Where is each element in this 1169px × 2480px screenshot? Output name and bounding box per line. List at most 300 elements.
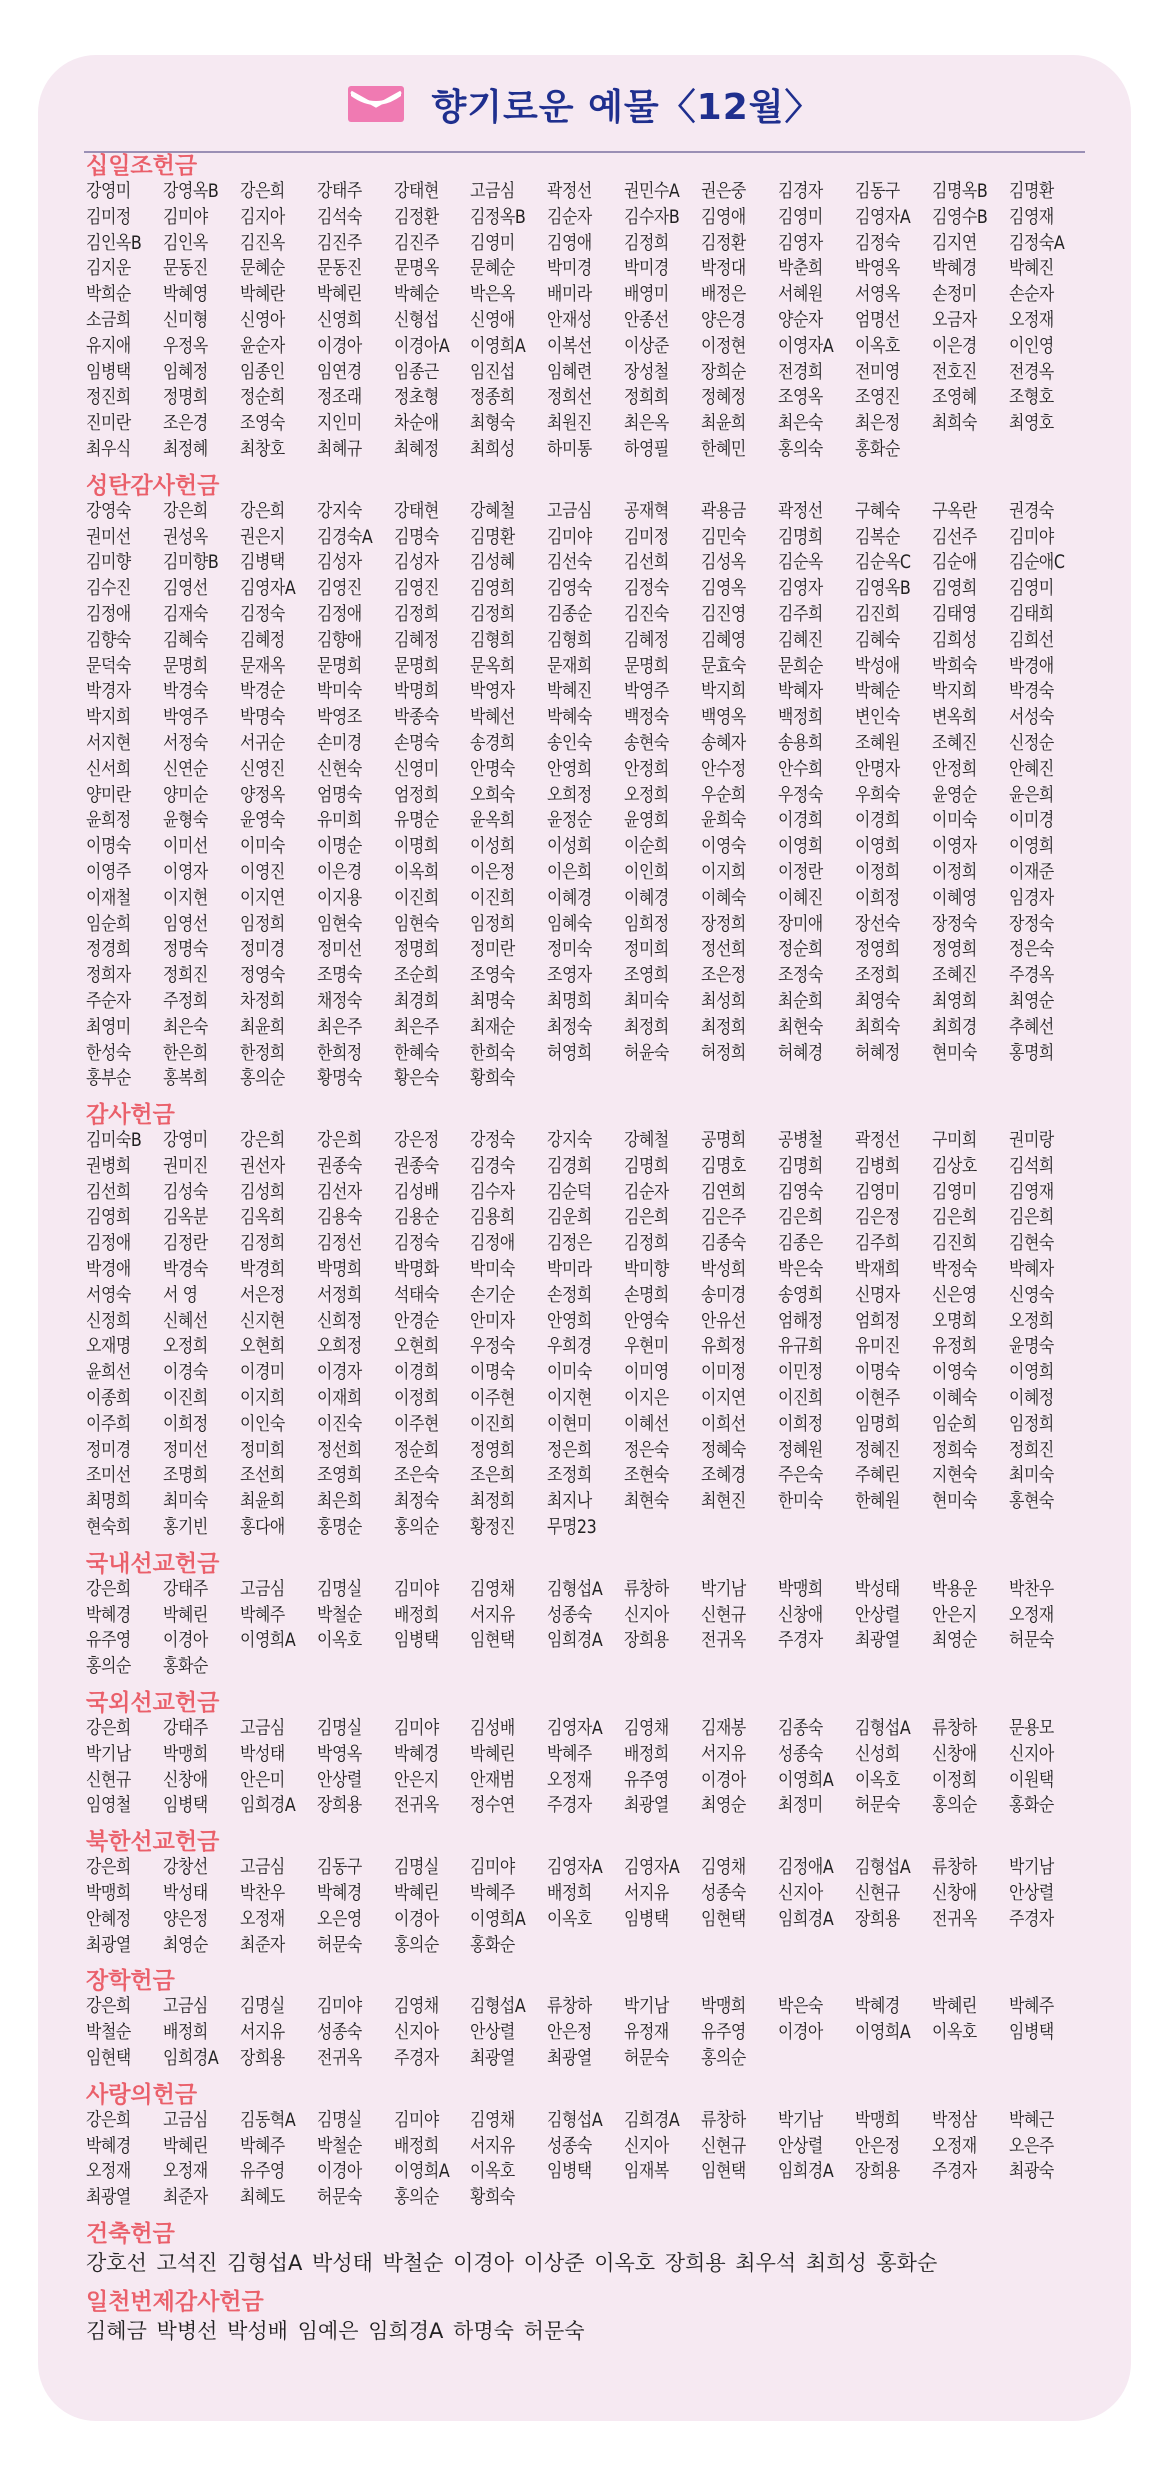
donor-name: 손명희 <box>624 1284 670 1306</box>
donor-name: 김은정 <box>854 1207 900 1229</box>
donor-name: 유미희 <box>316 810 362 832</box>
donor-name: 김영미 <box>778 206 823 228</box>
donor-name: 정희숙 <box>931 1439 977 1461</box>
donor-name: 김미야 <box>1008 526 1054 548</box>
donor-name: 최은주 <box>393 1016 439 1038</box>
donor-name: 배정희 <box>162 2022 208 2044</box>
donor-name: 박용운 <box>931 1578 977 1600</box>
donor-name: 최현숙 <box>624 1491 670 1513</box>
donor-name: 허정희 <box>701 1042 746 1064</box>
donor-name: 서지유 <box>470 1604 516 1626</box>
donor-name: 신정순 <box>1008 732 1054 754</box>
donor-name: 홍부순 <box>86 1068 131 1090</box>
donor-name: 박경숙 <box>162 681 208 703</box>
donor-name: 성종숙 <box>547 2135 593 2157</box>
donor-name: 주혜린 <box>854 1465 900 1487</box>
donor-name: 김영선 <box>162 578 208 600</box>
donor-name: 임희경A <box>368 2318 444 2343</box>
donor-name: 고금심 <box>162 2109 208 2131</box>
donor-name: 이지연 <box>701 1388 746 1410</box>
donor-name: 구혜숙 <box>854 500 900 522</box>
donor-name: 김영진 <box>316 578 362 600</box>
donor-name: 임정희 <box>239 913 285 935</box>
donor-name: 장희용 <box>624 1630 670 1652</box>
donor-name: 김복순 <box>854 526 900 548</box>
donor-name: 이영주 <box>86 861 131 883</box>
donor-name: 박성태 <box>312 2250 373 2275</box>
donor-name: 강영미 <box>86 181 131 202</box>
donor-name: 이정희 <box>931 861 977 883</box>
donor-name: 김정란 <box>162 1233 208 1255</box>
donor-grid <box>86 179 1086 463</box>
donor-name: 김진희 <box>854 603 900 625</box>
donor-name: 안명자 <box>854 758 900 780</box>
donor-name: 홍다애 <box>239 1517 285 1539</box>
donor-name: 김민숙 <box>701 526 746 548</box>
donor-name: 신명자 <box>854 1284 900 1306</box>
donor-name: 양은정 <box>162 1908 208 1930</box>
donor-name: 김영채 <box>470 1578 516 1600</box>
donor-name: 김정환 <box>701 232 746 254</box>
donor-name: 김종은 <box>778 1233 823 1255</box>
donor-name: 김영자A <box>547 1857 603 1879</box>
donor-name: 안상렬 <box>854 1604 900 1626</box>
donor-name: 김인옥 <box>162 232 208 254</box>
donor-name: 김미향B <box>162 552 219 574</box>
donor-name: 김명숙 <box>393 526 439 548</box>
donor-name: 임희경A <box>239 1795 296 1817</box>
donor-name: 박영주 <box>624 681 670 703</box>
offering-section <box>86 1968 1086 2071</box>
donor-name: 오금자 <box>931 309 977 331</box>
donor-name: 문혜순 <box>470 258 516 280</box>
section-title: 북한선교헌금 <box>86 1829 220 1856</box>
donor-name: 김형섭A <box>854 1718 911 1740</box>
donor-line <box>86 2315 1086 2347</box>
donor-name: 김병희 <box>854 1155 900 1177</box>
donor-name: 김진주 <box>393 232 439 254</box>
donor-name: 문효숙 <box>701 655 746 677</box>
donor-name: 김수진 <box>86 578 131 600</box>
donor-name: 강지숙 <box>547 1130 593 1152</box>
donor-name: 이옥희 <box>393 861 439 883</box>
donor-name: 곽정선 <box>547 181 593 202</box>
donor-name: 조정희 <box>854 965 900 987</box>
donor-name: 박미숙 <box>470 1259 516 1281</box>
donor-name: 홍화순 <box>876 2250 938 2275</box>
donor-name: 임예은 <box>297 2318 359 2343</box>
donor-name: 최광열 <box>86 1934 131 1956</box>
donor-name: 김영미 <box>1008 578 1054 600</box>
donor-name: 정은숙 <box>624 1439 670 1461</box>
donor-name: 최명희 <box>86 1491 131 1513</box>
donor-name: 장성철 <box>624 361 670 383</box>
donor-name: 조은숙 <box>393 1465 439 1487</box>
donor-name: 김미야 <box>393 1578 439 1600</box>
donor-name: 최영순 <box>701 1795 746 1817</box>
donor-name: 안은정 <box>547 2022 593 2044</box>
donor-name: 윤영숙 <box>239 810 285 832</box>
donor-name: 김정숙 <box>854 232 900 254</box>
donor-name: 강은정 <box>393 1130 439 1152</box>
donor-name: 이혜경 <box>547 887 593 909</box>
donor-name: 홍화순 <box>470 1934 516 1956</box>
donor-name: 박미경 <box>547 258 593 280</box>
donor-name: 최광열 <box>547 2048 593 2069</box>
donor-name: 박혜선 <box>470 707 516 729</box>
donor-name: 김영진 <box>393 578 439 600</box>
donor-name: 문동진 <box>316 258 362 280</box>
section-title: 일천번제감사헌금 <box>86 2288 264 2315</box>
donor-name: 김정희 <box>624 1233 670 1255</box>
offering-section <box>86 473 1086 1092</box>
offering-section <box>86 1690 1086 1819</box>
donor-name: 김명희 <box>778 1155 823 1177</box>
donor-name: 김은희 <box>931 1207 977 1229</box>
donor-name: 김상호 <box>931 1155 977 1177</box>
donor-name: 김경숙 <box>470 1155 516 1177</box>
donor-name: 안혜정 <box>86 1908 131 1930</box>
donor-name: 권종숙 <box>316 1155 362 1177</box>
donor-name: 황은숙 <box>393 1068 439 1090</box>
donor-name: 김석숙 <box>316 206 362 228</box>
donor-name: 김성숙 <box>162 1181 208 1203</box>
donor-name: 김정희 <box>624 232 670 254</box>
donor-name: 김옥희 <box>239 1207 285 1229</box>
donor-name: 이정희 <box>854 861 900 883</box>
donor-name: 김정은 <box>547 1233 593 1255</box>
donor-name: 김미정 <box>86 206 131 228</box>
donor-name: 권선자 <box>239 1155 285 1177</box>
donor-name: 조선희 <box>239 1465 285 1487</box>
donor-name: 장희용 <box>854 2161 900 2183</box>
donor-name: 김옥분 <box>162 1207 208 1229</box>
donor-name: 곽정선 <box>854 1130 900 1152</box>
donor-name: 이혜정 <box>1008 1388 1054 1410</box>
donor-name: 조혜원 <box>854 732 900 754</box>
donor-name: 김영희 <box>86 1207 131 1229</box>
donor-name: 박혜순 <box>854 681 900 703</box>
donor-name: 서 영 <box>162 1284 198 1306</box>
donor-name: 안수정 <box>701 758 746 780</box>
donor-name: 윤희정 <box>86 810 131 832</box>
donor-name: 장미애 <box>778 913 823 935</box>
donor-name: 이혜진 <box>778 887 823 909</box>
donor-name: 한혜숙 <box>393 1042 439 1064</box>
donor-name: 오명희 <box>931 1310 977 1332</box>
donor-name: 권은지 <box>239 526 285 548</box>
donor-name: 최은옥 <box>624 413 670 435</box>
donor-name: 김명실 <box>316 1718 362 1740</box>
donor-name: 이혜영 <box>931 887 977 909</box>
donor-name: 이종희 <box>86 1388 131 1410</box>
donor-name: 박영주 <box>162 707 208 729</box>
donor-name: 신영애 <box>470 309 516 331</box>
donor-name: 이희정 <box>778 1413 823 1435</box>
donor-name: 김동구 <box>316 1857 362 1879</box>
donor-name: 유규희 <box>778 1336 823 1358</box>
donor-name: 최정숙 <box>547 1016 593 1038</box>
donor-name: 강태현 <box>393 181 439 202</box>
donor-name: 임순희 <box>86 913 131 935</box>
donor-name: 김명실 <box>316 1578 362 1600</box>
donor-name: 이지용 <box>316 887 362 909</box>
donor-name: 박맹희 <box>854 2109 900 2131</box>
donor-name: 최은정 <box>854 413 900 435</box>
donor-name: 배영미 <box>624 284 670 306</box>
donor-name: 박혜주 <box>239 1604 285 1626</box>
donor-name: 서영숙 <box>86 1284 131 1306</box>
donor-name: 최희경 <box>931 1016 977 1038</box>
donor-name: 우정숙 <box>470 1336 516 1358</box>
donor-name: 김순덕 <box>547 1181 593 1203</box>
donor-name: 신현숙 <box>316 758 362 780</box>
donor-name: 김향숙 <box>86 629 131 651</box>
donor-name: 이희정 <box>162 1413 208 1435</box>
donor-name: 이경아 <box>701 1769 746 1791</box>
donor-name: 이영숙 <box>701 836 746 858</box>
donor-name: 고금심 <box>162 1996 208 2018</box>
donor-name: 박혜경 <box>86 1604 131 1626</box>
offering-section <box>86 2082 1086 2211</box>
donor-name: 김수자B <box>624 206 680 228</box>
donor-name: 최희성 <box>805 2250 867 2275</box>
donor-name: 임병택 <box>162 1795 208 1817</box>
donor-name: 강은희 <box>86 1718 131 1740</box>
donor-name: 전경옥 <box>1008 361 1054 383</box>
donor-name: 하명숙 <box>453 2318 514 2343</box>
donor-name: 박혜주 <box>547 1743 593 1765</box>
donor-name: 박철순 <box>316 2135 362 2157</box>
donor-name: 임순희 <box>931 1413 977 1435</box>
donor-name: 김순옥 <box>778 552 823 574</box>
donor-name: 김영채 <box>701 1857 746 1879</box>
donor-name: 박성태 <box>854 1578 900 1600</box>
donor-name: 박철순 <box>316 1604 362 1626</box>
donor-name: 이경희 <box>854 810 900 832</box>
donor-name: 김진옥 <box>239 232 285 254</box>
donor-name: 문명옥 <box>393 258 439 280</box>
donor-name: 양은경 <box>701 309 746 331</box>
donor-name: 이주희 <box>86 1413 131 1435</box>
donor-name: 손정희 <box>547 1284 593 1306</box>
donor-name: 진미란 <box>86 413 131 435</box>
donor-name: 권병희 <box>86 1155 131 1177</box>
donor-name: 박혜진 <box>547 681 593 703</box>
donor-name: 이영희A <box>470 1908 526 1930</box>
donor-name: 신지아 <box>624 1604 670 1626</box>
donor-name: 이영자 <box>931 836 977 858</box>
donor-name: 류창하 <box>547 1996 593 2018</box>
donor-name: 하미통 <box>547 438 593 460</box>
donor-name: 박맹희 <box>162 1743 208 1765</box>
donor-name: 서은정 <box>239 1284 285 1306</box>
donor-name: 최정희 <box>701 1016 746 1038</box>
donor-name: 임희경A <box>162 2048 219 2069</box>
donor-name: 유주영 <box>701 2022 746 2044</box>
donor-name: 권미선 <box>86 526 131 548</box>
donor-name: 주정희 <box>162 990 208 1012</box>
donor-name: 박맹희 <box>701 1996 746 2018</box>
donor-name: 류창하 <box>931 1857 977 1879</box>
donor-name: 조영숙 <box>470 965 516 987</box>
donor-name: 이영희 <box>778 836 823 858</box>
donor-name: 최영순 <box>931 1630 977 1652</box>
donor-name: 주은숙 <box>778 1465 823 1487</box>
donor-name: 임병택 <box>86 361 131 383</box>
donor-name: 소금희 <box>86 309 131 331</box>
donor-name: 김정애 <box>86 1233 131 1255</box>
donor-name: 오정희 <box>624 784 670 806</box>
donor-name: 박경숙 <box>1008 681 1054 703</box>
donor-name: 이은희 <box>547 861 593 883</box>
donor-name: 송영희 <box>778 1284 823 1306</box>
donor-name: 최윤희 <box>239 1016 285 1038</box>
donor-name: 박희숙 <box>931 655 977 677</box>
donor-name: 박명희 <box>316 1259 362 1281</box>
donor-name: 이미정 <box>701 1362 746 1384</box>
donor-name: 현숙희 <box>86 1517 131 1539</box>
donor-name: 정희선 <box>547 387 593 409</box>
donor-name: 이영진 <box>239 861 285 883</box>
donor-name: 신지현 <box>239 1310 285 1332</box>
donor-name: 안은지 <box>931 1604 977 1626</box>
donor-name: 이경아 <box>778 2022 823 2044</box>
donor-name: 이미경 <box>1008 810 1054 832</box>
donor-name: 최영순 <box>162 1934 208 1956</box>
offering-card <box>38 55 1131 2421</box>
donor-name: 장정숙 <box>931 913 977 935</box>
donor-name: 오정재 <box>86 2161 131 2183</box>
donor-name: 한미숙 <box>778 1491 823 1513</box>
donor-name: 이진숙 <box>316 1413 362 1435</box>
donor-name: 최순희 <box>778 990 823 1012</box>
section-title: 국외선교헌금 <box>86 1690 220 1717</box>
donor-name: 유주영 <box>624 1769 670 1791</box>
donor-name: 조은희 <box>470 1465 516 1487</box>
donor-name: 김정선 <box>316 1233 362 1255</box>
donor-name: 홍기빈 <box>162 1517 208 1539</box>
donor-name: 신은영 <box>931 1284 977 1306</box>
donor-name: 이혜숙 <box>701 887 746 909</box>
donor-name: 조은정 <box>701 965 746 987</box>
donor-name: 최미숙 <box>1008 1465 1054 1487</box>
donor-name: 안미자 <box>470 1310 516 1332</box>
donor-name: 정경희 <box>86 939 131 961</box>
donor-name: 최광열 <box>624 1795 670 1817</box>
donor-name: 배정희 <box>393 2135 439 2157</box>
section-gap <box>86 1092 1086 1102</box>
donor-name: 장선숙 <box>854 913 900 935</box>
donor-name: 박혜린 <box>162 2135 208 2157</box>
donor-name: 이미숙 <box>931 810 977 832</box>
donor-name: 윤영희 <box>624 810 670 832</box>
donor-name: 정희진 <box>1008 1439 1054 1461</box>
donor-name: 이진희 <box>470 887 516 909</box>
donor-name: 김성옥 <box>701 552 746 574</box>
donor-name: 김영재 <box>1008 1181 1054 1203</box>
donor-name: 문명희 <box>316 655 362 677</box>
donor-name: 박맹희 <box>778 1578 823 1600</box>
donor-name: 조영진 <box>854 387 900 409</box>
donor-name: 오정재 <box>1008 309 1054 331</box>
donor-name: 박기남 <box>86 1743 131 1765</box>
donor-name: 곽용금 <box>701 500 746 522</box>
donor-name: 허영희 <box>547 1042 593 1064</box>
donor-name: 김선숙 <box>547 552 593 574</box>
donor-name: 이영숙 <box>931 1362 977 1384</box>
donor-name: 안재범 <box>470 1769 516 1791</box>
donor-name: 안은정 <box>854 2135 900 2157</box>
donor-name: 우희숙 <box>854 784 900 806</box>
donor-name: 서정숙 <box>162 732 208 754</box>
donor-name: 정영희 <box>931 939 977 961</box>
donor-name: 박혜경 <box>854 1996 900 2018</box>
donor-name: 주경자 <box>1008 1908 1054 1930</box>
donor-name: 최광숙 <box>1008 2161 1054 2183</box>
donor-name: 박혜린 <box>393 1883 439 1905</box>
section-title: 국내선교헌금 <box>86 1550 220 1577</box>
donor-name: 하영필 <box>624 438 670 460</box>
donor-name: 지현숙 <box>931 1465 977 1487</box>
donor-name: 홍의순 <box>393 2187 439 2209</box>
donor-name: 오현희 <box>393 1336 439 1358</box>
donor-name: 김영자 <box>778 578 823 600</box>
donor-name: 이혜경 <box>624 887 670 909</box>
donor-name: 박혜주 <box>239 2135 285 2157</box>
donor-name: 강호선 <box>86 2250 147 2275</box>
donor-name: 강정숙 <box>470 1130 516 1152</box>
donor-name: 김영채 <box>393 1996 439 2018</box>
donor-name: 임혜련 <box>547 361 593 383</box>
donor-name: 김영옥 <box>701 578 746 600</box>
donor-name: 김용순 <box>393 1207 439 1229</box>
donor-name: 이지희 <box>239 1388 285 1410</box>
donor-name: 문용모 <box>1008 1718 1054 1740</box>
donor-name: 박성태 <box>162 1883 208 1905</box>
donor-name: 박혜숙 <box>547 707 593 729</box>
donor-name: 박명숙 <box>239 707 285 729</box>
donor-name: 장희용 <box>664 2250 726 2275</box>
donor-name: 정미희 <box>624 939 670 961</box>
donor-name: 강혜철 <box>470 500 516 522</box>
donor-name: 김선주 <box>931 526 977 548</box>
donor-name: 최형숙 <box>470 413 516 435</box>
donor-name: 박정대 <box>701 258 746 280</box>
donor-name: 송용희 <box>778 732 823 754</box>
donor-name: 조순희 <box>393 965 439 987</box>
donor-name: 김성혜 <box>470 552 516 574</box>
donor-name: 최광열 <box>854 1630 900 1652</box>
donor-name: 최성희 <box>701 990 746 1012</box>
donor-name: 강영숙 <box>86 500 131 522</box>
donor-name: 이미영 <box>624 1362 670 1384</box>
donor-name: 오정재 <box>1008 1604 1054 1626</box>
donor-name: 전호진 <box>931 361 977 383</box>
donor-name: 박경자 <box>86 681 131 703</box>
donor-name: 윤정순 <box>547 810 593 832</box>
donor-name: 임현택 <box>701 2161 746 2183</box>
section-title: 성탄감사헌금 <box>86 472 220 499</box>
donor-name: 이경희 <box>393 1362 439 1384</box>
donor-name: 이은정 <box>470 861 516 883</box>
donor-name: 김정애 <box>470 1233 516 1255</box>
donor-name: 김미야 <box>393 1718 439 1740</box>
donor-name: 오정희 <box>162 1336 208 1358</box>
donor-name: 김영미 <box>470 232 516 254</box>
donor-name: 안은지 <box>393 1769 439 1791</box>
donor-name: 김희성 <box>931 629 977 651</box>
